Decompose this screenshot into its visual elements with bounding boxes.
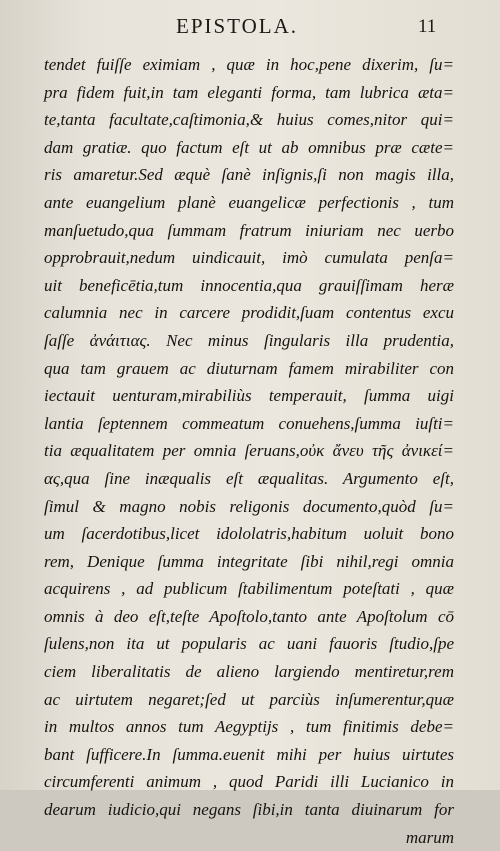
text-line: manſuetudo,qua ſummam fratrum iniuriam nec uerbo: [44, 220, 454, 240]
text-line: ris amaretur.Sed æquè ſanè inſignis,ſi non magis illa,: [44, 165, 454, 185]
text-line: ας,qua ſine inæqualis eſt æqualitas. Argumento eſt,: [44, 468, 454, 488]
text-line: tendet fuiſſe eximiam , quæ in hoc,pene dixerim, ſu=: [44, 55, 454, 74]
text-line: um ſacerdotibus,licet idololatris,habitum uoluit bono: [44, 524, 454, 544]
text-line: ante euangelium planè euangelicæ perfectionis , tum: [44, 192, 454, 212]
text-line: uit beneficētia,tum innocentia,qua grauiſſimam heræ: [44, 275, 454, 295]
catchword: marum: [405, 827, 454, 847]
body-text: [44, 51, 454, 851]
text-line: bant ſufficere.In ſumma.euenit mihi per huius uirtutes: [44, 744, 454, 764]
text-line: ciem liberalitatis de alieno largiendo mentiretur,rem: [44, 662, 454, 682]
text-line: in multos annos tum Aegyptijs , tum finitimis debe=: [44, 717, 454, 737]
page-header: [0, 14, 500, 40]
text-line: dam gratiæ. quo factum eſt ut ab omnibus præ cæte=: [44, 137, 454, 157]
text-line: te,tanta facultate,caſtimonia,& huius comes,nitor qui=: [44, 110, 454, 130]
text-line: calumnia nec in carcere prodidit,ſuam contentus excu: [44, 303, 454, 323]
text-line: acquirens , ad publicum ſtabilimentum poteſtati , quæ: [44, 579, 454, 599]
text-line: opprobrauit,nedum uindicauit, imò cumulata penſa=: [44, 248, 454, 268]
text-line: iectauit uenturam,mirabiliùs temperauit, ſumma uigi: [44, 386, 454, 406]
text-line: lantia ſeptennem commeatum conuehens,ſumma iuſti=: [44, 413, 454, 433]
text-line: tia æqualitatem per omnia ſeruans,οὐκ ἄνευ τῆς ἀνικεί=: [44, 441, 454, 461]
text-line: ſaſſe ἀνάιτιας. Nec minus ſingularis illa prudentia,: [44, 330, 454, 350]
text-line: ſulens,non ita ut popularis ac uani fauoris ſtudio,ſpe: [44, 634, 454, 654]
text-line: pra fidem fuit,in tam eleganti forma, tam lubrica æta=: [44, 82, 454, 102]
text-line: rem, Denique ſumma integritate ſibi nihil,regi omnia: [44, 551, 454, 571]
text-line: circumferenti animum , quod Paridi illi Lucianico in: [44, 772, 454, 792]
text-line: qua tam grauem ac diuturnam famem mirabiliter con: [44, 358, 454, 378]
text-line: dearum iudicio,qui negans ſibi,in tanta diuinarum for: [44, 800, 454, 820]
running-title: EPISTOLA.: [176, 14, 299, 38]
text-line: ac uirtutem negaret;ſed ut parciùs inſumerentur,quæ: [44, 689, 454, 709]
text-line: ſimul & magno nobis religonis documento,quòd ſu=: [44, 496, 454, 516]
page-number: 11: [418, 16, 437, 37]
text-line: omnis à deo eſt,teſte Apoſtolo,tanto ante Apoſtolum cō: [44, 606, 454, 626]
